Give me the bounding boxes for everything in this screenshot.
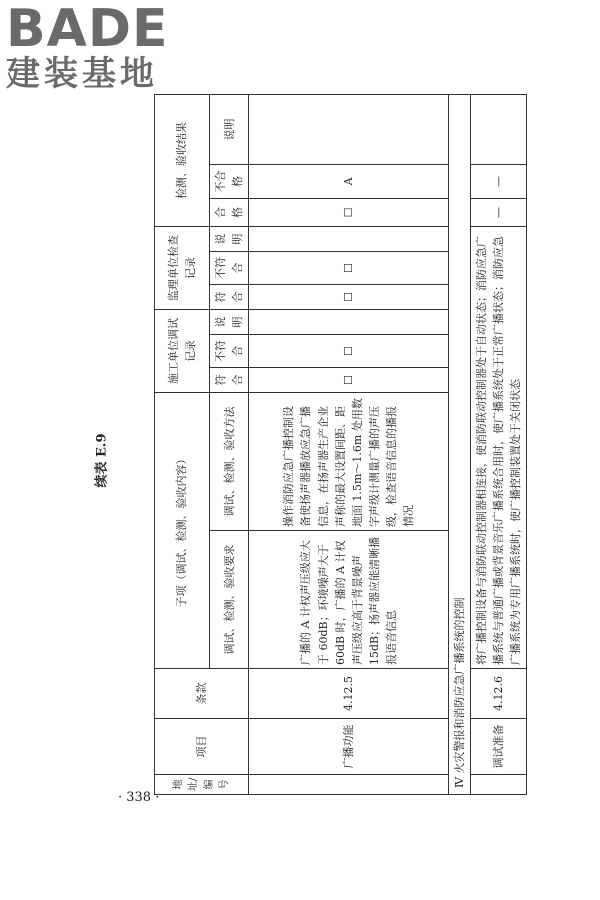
row1-construction-fail[interactable]: ☐ [249,335,449,368]
location-cell [471,775,527,795]
row2-qualified: — [471,198,527,226]
logo-brand: BADE [6,0,169,59]
acceptance-table [154,94,527,795]
header-requirement: 调试、检测、验收要求 [210,531,249,669]
row1-construction-note [249,309,449,334]
header-location: 地址/编号 [155,775,249,795]
section-heading: Ⅳ 火灾警报和消防应急广播系统的控制 [449,94,471,794]
row1-supervision-pass[interactable]: ☐ [249,284,449,309]
header-fail: 不符合 [210,335,249,368]
logo-subtitle: 建装基地 [6,54,158,94]
header-method: 调试、检测、验收方法 [210,393,249,531]
header-note: 说明 [210,226,249,251]
location-cell [249,775,449,795]
header-fail: 不符合 [210,251,249,284]
row2-content: 将广播控制设备与消防联动控制器相连接，使消防联动控制器处于自动状态；消防应急广播系统与普通广播或背景音乐广播系统合用时，使广播系统处于正常广播状态；消防应急广播系统为专用广播系统时，使广播控制装置处于关闭状态 [471,226,527,668]
row1-supervision-note [249,226,449,251]
row1-item: 广播功能 [249,719,449,775]
row2-item: 调试准备 [471,719,527,775]
row1-construction-pass[interactable]: ☐ [249,368,449,393]
row1-unqualified: A [249,164,449,198]
header-clause: 条款 [155,669,249,719]
rotated-table-sheet [154,95,523,795]
row1-qualified[interactable]: ☐ [249,198,449,226]
row1-requirement: 广播的 A 计权声压级应大于 60dB；环境噪声大于 60dB 时，广播的 A 计权声压级应高于背景噪声 15dB；扬声器应能清晰播报语音信息 [249,531,449,669]
row2-unqualified: — [471,164,527,198]
header-note: 说明 [210,309,249,334]
row1-supervision-fail[interactable]: ☐ [249,251,449,284]
header-construction: 施工单位调试记录 [155,309,210,392]
header-pass: 符合 [210,368,249,393]
header-pass: 符合 [210,284,249,309]
bade-logo [6,2,181,94]
header-item: 项目 [155,719,249,775]
header-result: 检测、验收结果 [155,94,210,226]
row1-method: 操作消防应急广播控制设备使扬声器播放应急广播信息，在扬声器生产企业声称的最大设置间距、距地面 1.5m～1.6m 处用数字声级计测量广播的声压级，检查语音信息的播报情况 [249,393,449,531]
header-unqualified: 不合格 [210,164,249,198]
page-number: · 338 · [118,790,160,805]
row1-result-note [249,94,449,164]
row2-result-note [471,94,527,164]
row2-clause: 4.12.6 [471,669,527,719]
header-note: 说明 [210,94,249,164]
header-subitem: 子项（调试、检测、验收内容） [155,393,210,669]
row1-clause: 4.12.5 [249,669,449,719]
table-caption: 续表 E.9 [94,433,110,488]
header-qualified: 合格 [210,198,249,226]
header-supervision: 监理单位检查记录 [155,226,210,309]
